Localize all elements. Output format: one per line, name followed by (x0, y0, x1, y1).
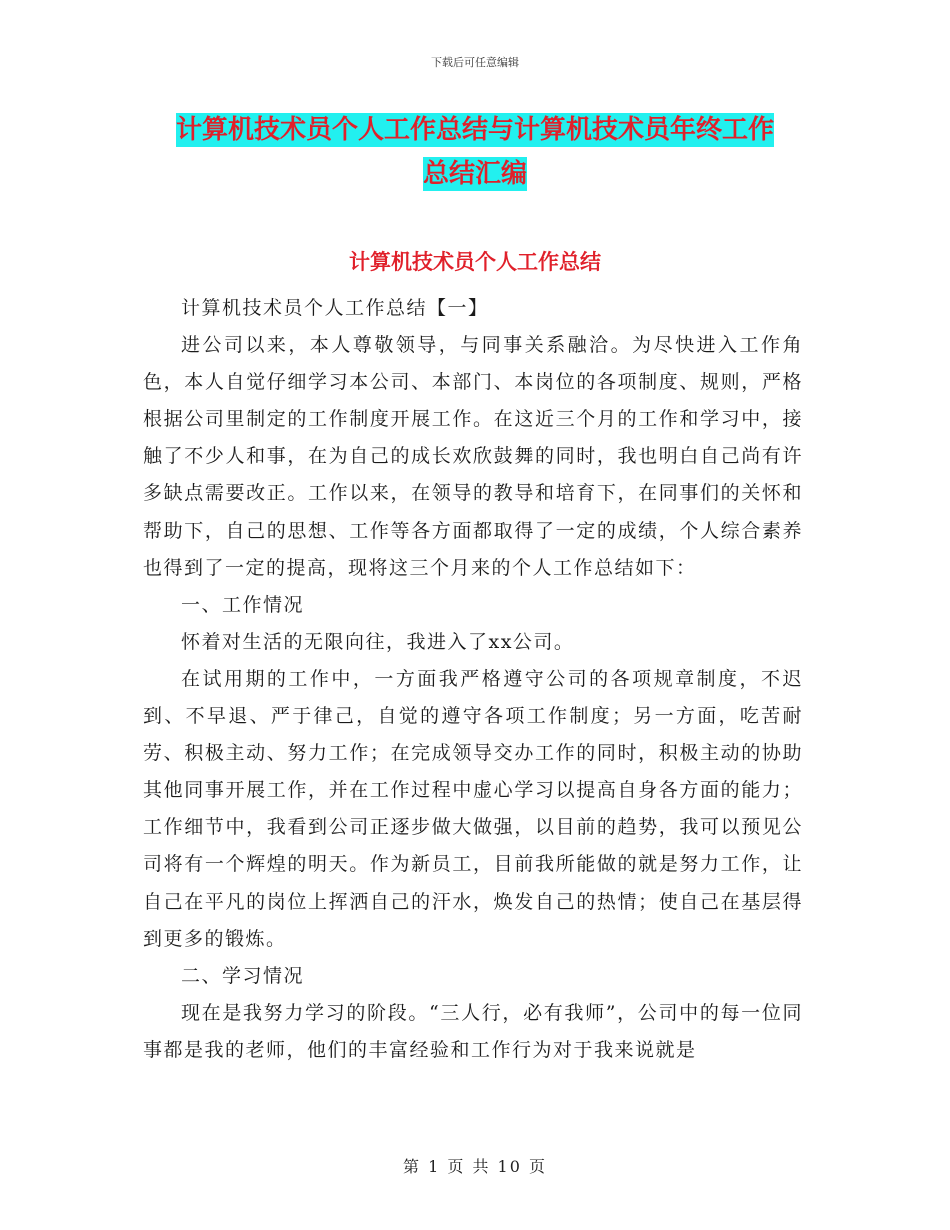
header-note: 下载后可任意编辑 (431, 56, 519, 69)
section-title: 计算机技术员个人工作总结 (349, 250, 601, 274)
body-text (143, 290, 803, 1069)
paragraph: 在试用期的工作中，一方面我严格遵守公司的各项规章制度，不迟到、不早退、严于律己，自觉的遵守各项工作制度；另一方面，吃苦耐劳、积极主动、努力工作；在完成领导交办工作的同时，积极主动的协助其他同事开展工作，并在工作过程中虚心学习以提高自身各方面的能力；工作细节中，我看到公司正逐步做大做强，以目前的趋势，我可以预见公司将有一个辉煌的明天。作为新员工，目前我所能做的就是努力工作，让自己在平凡的岗位上挥洒自己的汗水，焕发自己的热情；使自己在基层得到更多的锻炼。 (143, 667, 803, 950)
document-title (140, 108, 810, 196)
title-line-2: 总结汇编 (422, 159, 527, 189)
page-number: 第 1 页 共 10 页 (403, 1157, 547, 1176)
paragraph-heading: 二、学习情况 (181, 964, 305, 987)
title-line-1: 计算机技术员个人工作总结与计算机技术员年终工作 (175, 115, 774, 145)
paragraph-heading: 一、工作情况 (181, 593, 305, 616)
paragraph: 进公司以来，本人尊敬领导，与同事关系融洽。为尽快进入工作角色，本人自觉仔细学习本公司、本部门、本岗位的各项制度、规则，严格根据公司里制定的工作制度开展工作。在这近三个月的工作和学习中，接触了不少人和事，在为自己的成长欢欣鼓舞的同时，我也明白自己尚有许多缺点需要改正。工作以来，在领导的教导和培育下，在同事们的关怀和帮助下，自己的思想、工作等各方面都取得了一定的成绩，个人综合素养也得到了一定的提高，现将这三个月来的个人工作总结如下： (143, 334, 803, 579)
paragraph: 怀着对生活的无限向往，我进入了xx公司。 (181, 630, 575, 653)
paragraph: 现在是我努力学习的阶段。“三人行，必有我师”，公司中的每一位同事都是我的老师，他们的丰富经验和工作行为对于我来说就是 (143, 1001, 803, 1061)
paragraph-heading: 计算机技术员个人工作总结【一】 (181, 297, 489, 319)
